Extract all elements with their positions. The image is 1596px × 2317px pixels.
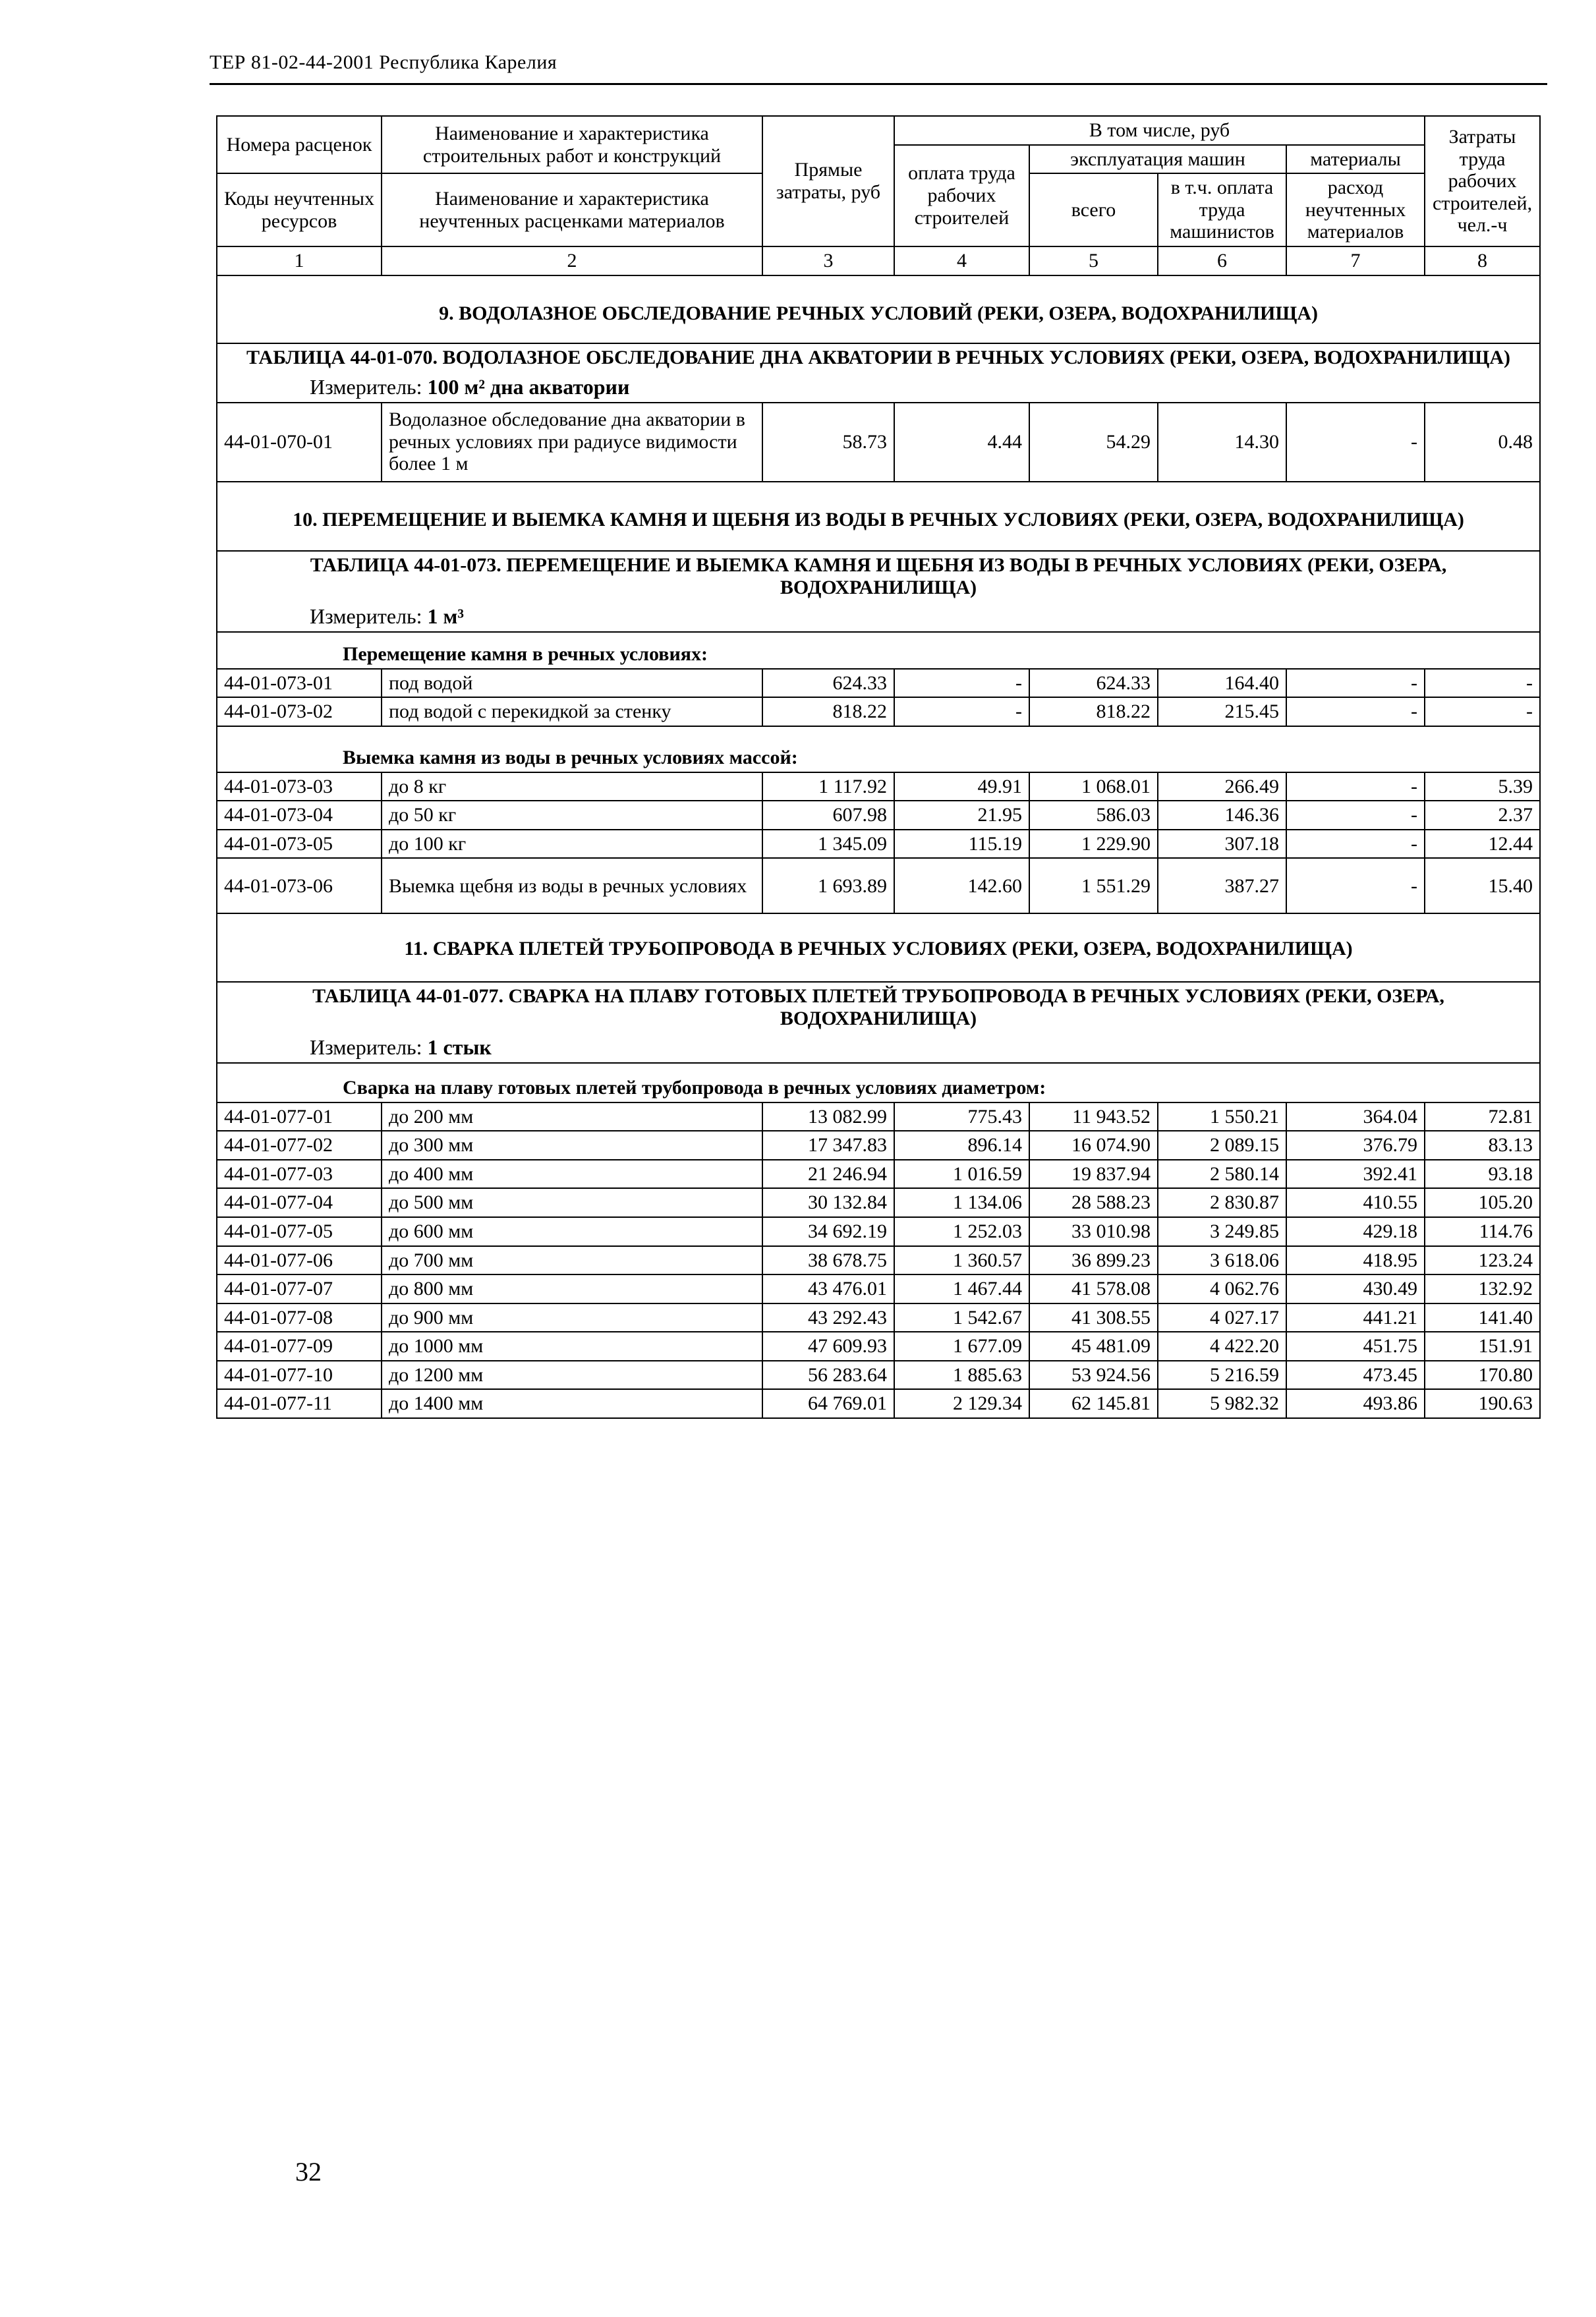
machines-cell: 586.03 [1029, 801, 1158, 830]
header-resource-codes: Коды неучтенных ресурсов [217, 173, 382, 246]
rate-name: до 8 кг [382, 772, 762, 801]
table-row [217, 1361, 1540, 1390]
group-heading-text: Выемка камня из воды в речных условиях массой: [343, 746, 798, 768]
wages-cell: 1 360.57 [894, 1246, 1029, 1275]
table-077-heading-row [217, 982, 1540, 1063]
rate-code: 44-01-077-04 [217, 1188, 382, 1217]
table-row [217, 1160, 1540, 1189]
section-9-heading-row [217, 275, 1540, 344]
wages-cell: - [894, 697, 1029, 726]
column-number: 2 [382, 246, 762, 275]
table-row [217, 1188, 1540, 1217]
header-machines-total: всего [1029, 173, 1158, 246]
materials-cell: - [1286, 697, 1425, 726]
rate-code: 44-01-073-04 [217, 801, 382, 830]
header-work-name: Наименование и характеристика строительных работ и конструкций [382, 116, 762, 173]
rate-name: до 50 кг [382, 801, 762, 830]
materials-cell: - [1286, 858, 1425, 913]
table-row [217, 1303, 1540, 1332]
machines-wages-cell: 307.18 [1158, 830, 1286, 859]
table-title: ТАБЛИЦА 44-01-077. СВАРКА НА ПЛАВУ ГОТОВЫХ ПЛЕТЕЙ ТРУБОПРОВОДА В РЕЧНЫХ УСЛОВИЯХ (РЕКИ, ОЗЕРА, ВОДОХРАНИЛИЩА) [312, 985, 1444, 1029]
rate-code: 44-01-077-11 [217, 1389, 382, 1418]
table-row [217, 1246, 1540, 1275]
materials-cell: 493.86 [1286, 1389, 1425, 1418]
rates-sheet [216, 115, 1539, 1419]
direct-costs-cell: 607.98 [762, 801, 894, 830]
table-row [217, 1274, 1540, 1303]
rate-name: Выемка щебня из воды в речных условиях [382, 858, 762, 913]
direct-costs-cell: 38 678.75 [762, 1246, 894, 1275]
machines-wages-cell: 4 027.17 [1158, 1303, 1286, 1332]
column-number: 3 [762, 246, 894, 275]
wages-cell: 1 252.03 [894, 1217, 1029, 1246]
machines-cell: 41 308.55 [1029, 1303, 1158, 1332]
labor-cell: 72.81 [1425, 1102, 1540, 1131]
rate-name: до 600 мм [382, 1217, 762, 1246]
header-row-1 [217, 116, 1540, 145]
rate-name: до 1200 мм [382, 1361, 762, 1390]
section-title: 9. ВОДОЛАЗНОЕ ОБСЛЕДОВАНИЕ РЕЧНЫХ УСЛОВИЙ (РЕКИ, ОЗЕРА, ВОДОХРАНИЛИЩА) [217, 275, 1540, 344]
header-materials-consumption: расход неучтенных материалов [1286, 173, 1425, 246]
measure-unit-value: 100 м² дна акватории [427, 374, 630, 399]
column-number: 7 [1286, 246, 1425, 275]
machines-wages-cell: 2 830.87 [1158, 1188, 1286, 1217]
header-materials: материалы [1286, 145, 1425, 174]
direct-costs-cell: 13 082.99 [762, 1102, 894, 1131]
column-number: 5 [1029, 246, 1158, 275]
measure-unit-label: Измеритель: [310, 604, 422, 629]
direct-costs-cell: 56 283.64 [762, 1361, 894, 1390]
materials-cell: 451.75 [1286, 1332, 1425, 1361]
labor-cell: 93.18 [1425, 1160, 1540, 1189]
table-row [217, 697, 1540, 726]
measure-unit [310, 1036, 1533, 1060]
rate-name: до 800 мм [382, 1274, 762, 1303]
section-title: 10. ПЕРЕМЕЩЕНИЕ И ВЫЕМКА КАМНЯ И ЩЕБНЯ ИЗ ВОДЫ В РЕЧНЫХ УСЛОВИЯХ (РЕКИ, ОЗЕРА, ВОДОХРАНИЛИЩА) [217, 482, 1540, 552]
table-heading [217, 551, 1540, 632]
wages-cell: 49.91 [894, 772, 1029, 801]
machines-cell: 36 899.23 [1029, 1246, 1158, 1275]
rate-code: 44-01-077-10 [217, 1361, 382, 1390]
labor-cell: 151.91 [1425, 1332, 1540, 1361]
machines-cell: 41 578.08 [1029, 1274, 1158, 1303]
direct-costs-cell: 43 292.43 [762, 1303, 894, 1332]
table-row [217, 1389, 1540, 1418]
materials-cell: 410.55 [1286, 1188, 1425, 1217]
measure-unit [310, 376, 1533, 399]
labor-cell: 0.48 [1425, 403, 1540, 482]
measure-unit [310, 605, 1533, 629]
labor-cell: 132.92 [1425, 1274, 1540, 1303]
column-number: 6 [1158, 246, 1286, 275]
machines-cell: 1 551.29 [1029, 858, 1158, 913]
labor-cell: 114.76 [1425, 1217, 1540, 1246]
rate-name: до 700 мм [382, 1246, 762, 1275]
table-row [217, 403, 1540, 482]
materials-cell: 429.18 [1286, 1217, 1425, 1246]
rate-code: 44-01-077-08 [217, 1303, 382, 1332]
labor-cell: 83.13 [1425, 1131, 1540, 1160]
labor-cell: 105.20 [1425, 1188, 1540, 1217]
rate-name: до 100 кг [382, 830, 762, 859]
materials-cell: - [1286, 830, 1425, 859]
group-heading [217, 632, 1540, 669]
materials-cell: 430.49 [1286, 1274, 1425, 1303]
labor-cell: 170.80 [1425, 1361, 1540, 1390]
rate-code: 44-01-077-06 [217, 1246, 382, 1275]
rate-code: 44-01-073-06 [217, 858, 382, 913]
direct-costs-cell: 30 132.84 [762, 1188, 894, 1217]
header-rule [210, 83, 1547, 85]
table-073-heading-row [217, 551, 1540, 632]
section-10-heading-row [217, 482, 1540, 552]
header-machines: эксплуатация машин [1029, 145, 1286, 174]
group-heading [217, 1063, 1540, 1102]
running-head: ТЕР 81-02-44-2001 Республика Карелия [210, 51, 557, 73]
direct-costs-cell: 1 117.92 [762, 772, 894, 801]
group-heading-text: Перемещение камня в речных условиях: [343, 643, 708, 666]
measure-unit-value: 1 стык [427, 1035, 492, 1060]
machines-wages-cell: 4 422.20 [1158, 1332, 1286, 1361]
rate-name: до 300 мм [382, 1131, 762, 1160]
group-heading-row [217, 1063, 1540, 1102]
direct-costs-cell: 1 693.89 [762, 858, 894, 913]
table-row [217, 801, 1540, 830]
materials-cell: 364.04 [1286, 1102, 1425, 1131]
direct-costs-cell: 818.22 [762, 697, 894, 726]
header-direct-costs: Прямые затраты, руб [762, 116, 894, 246]
rate-code: 44-01-077-02 [217, 1131, 382, 1160]
labor-cell: 2.37 [1425, 801, 1540, 830]
wages-cell: 1 134.06 [894, 1188, 1029, 1217]
table-row [217, 1102, 1540, 1131]
rate-name: до 1000 мм [382, 1332, 762, 1361]
table-row [217, 1217, 1540, 1246]
group-heading-row [217, 632, 1540, 669]
machines-wages-cell: 266.49 [1158, 772, 1286, 801]
wages-cell: 1 467.44 [894, 1274, 1029, 1303]
machines-cell: 45 481.09 [1029, 1332, 1158, 1361]
direct-costs-cell: 624.33 [762, 669, 894, 698]
materials-cell: - [1286, 669, 1425, 698]
machines-wages-cell: 5 216.59 [1158, 1361, 1286, 1390]
rate-code: 44-01-073-05 [217, 830, 382, 859]
materials-cell: 418.95 [1286, 1246, 1425, 1275]
labor-cell: - [1425, 669, 1540, 698]
materials-cell: 392.41 [1286, 1160, 1425, 1189]
machines-cell: 1 229.90 [1029, 830, 1158, 859]
table-row [217, 669, 1540, 698]
materials-cell: - [1286, 772, 1425, 801]
machines-wages-cell: 4 062.76 [1158, 1274, 1286, 1303]
machines-wages-cell: 5 982.32 [1158, 1389, 1286, 1418]
section-11-heading-row [217, 913, 1540, 982]
machines-cell: 54.29 [1029, 403, 1158, 482]
machines-cell: 16 074.90 [1029, 1131, 1158, 1160]
labor-cell: 190.63 [1425, 1389, 1540, 1418]
header-machines-wages: в т.ч. оплата труда машинистов [1158, 173, 1286, 246]
rate-code: 44-01-073-01 [217, 669, 382, 698]
measure-unit-label: Измеритель: [310, 1035, 422, 1060]
machines-wages-cell: 14.30 [1158, 403, 1286, 482]
machines-wages-cell: 3 618.06 [1158, 1246, 1286, 1275]
labor-cell: 123.24 [1425, 1246, 1540, 1275]
table-heading [217, 343, 1540, 402]
rate-name: под водой [382, 669, 762, 698]
machines-cell: 19 837.94 [1029, 1160, 1158, 1189]
measure-unit-label: Измеритель: [310, 374, 422, 399]
measure-unit-value: 1 м³ [427, 604, 464, 629]
group-heading-text: Сварка на плаву готовых плетей трубопровода в речных условиях диаметром: [343, 1076, 1046, 1099]
machines-wages-cell: 3 249.85 [1158, 1217, 1286, 1246]
column-numbers-row [217, 246, 1540, 275]
header-material-name: Наименование и характеристика неучтенных расценками материалов [382, 173, 762, 246]
group-heading-row [217, 726, 1540, 772]
table-row [217, 1332, 1540, 1361]
materials-cell: 473.45 [1286, 1361, 1425, 1390]
machines-cell: 53 924.56 [1029, 1361, 1158, 1390]
rate-code: 44-01-077-09 [217, 1332, 382, 1361]
column-number: 8 [1425, 246, 1540, 275]
rate-name: Водолазное обследование дна акватории в речных условиях при радиусе видимости более 1 м [382, 403, 762, 482]
wages-cell: 896.14 [894, 1131, 1029, 1160]
header-rate-numbers: Номера расценок [217, 116, 382, 173]
table-row [217, 1131, 1540, 1160]
wages-cell: 1 677.09 [894, 1332, 1029, 1361]
direct-costs-cell: 17 347.83 [762, 1131, 894, 1160]
machines-cell: 624.33 [1029, 669, 1158, 698]
wages-cell: 1 885.63 [894, 1361, 1029, 1390]
machines-wages-cell: 2 580.14 [1158, 1160, 1286, 1189]
table-row [217, 830, 1540, 859]
rate-code: 44-01-077-03 [217, 1160, 382, 1189]
rate-code: 44-01-070-01 [217, 403, 382, 482]
machines-wages-cell: 1 550.21 [1158, 1102, 1286, 1131]
labor-cell: 12.44 [1425, 830, 1540, 859]
rate-code: 44-01-077-05 [217, 1217, 382, 1246]
materials-cell: 441.21 [1286, 1303, 1425, 1332]
wages-cell: 1 542.67 [894, 1303, 1029, 1332]
rate-name: до 200 мм [382, 1102, 762, 1131]
rate-name: до 1400 мм [382, 1389, 762, 1418]
materials-cell: - [1286, 801, 1425, 830]
machines-cell: 33 010.98 [1029, 1217, 1158, 1246]
machines-cell: 818.22 [1029, 697, 1158, 726]
wages-cell: 115.19 [894, 830, 1029, 859]
direct-costs-cell: 21 246.94 [762, 1160, 894, 1189]
machines-wages-cell: 146.36 [1158, 801, 1286, 830]
table-title: ТАБЛИЦА 44-01-070. ВОДОЛАЗНОЕ ОБСЛЕДОВАНИЕ ДНА АКВАТОРИИ В РЕЧНЫХ УСЛОВИЯХ (РЕКИ, ОЗЕРА, ВОДОХРАНИЛИЩА) [246, 347, 1511, 369]
labor-cell: 5.39 [1425, 772, 1540, 801]
rate-code: 44-01-073-02 [217, 697, 382, 726]
labor-cell: - [1425, 697, 1540, 726]
rate-name: под водой с перекидкой за стенку [382, 697, 762, 726]
table-heading [217, 982, 1540, 1063]
group-heading [217, 726, 1540, 772]
rate-code: 44-01-077-01 [217, 1102, 382, 1131]
wages-cell: 775.43 [894, 1102, 1029, 1131]
wages-cell: 142.60 [894, 858, 1029, 913]
section-title: 11. СВАРКА ПЛЕТЕЙ ТРУБОПРОВОДА В РЕЧНЫХ УСЛОВИЯХ (РЕКИ, ОЗЕРА, ВОДОХРАНИЛИЩА) [217, 913, 1540, 982]
table-row [217, 858, 1540, 913]
wages-cell: 1 016.59 [894, 1160, 1029, 1189]
header-labor-costs: Затраты труда рабочих строителей, чел.-ч [1425, 116, 1540, 246]
wages-cell: - [894, 669, 1029, 698]
wages-cell: 4.44 [894, 403, 1029, 482]
direct-costs-cell: 1 345.09 [762, 830, 894, 859]
header-including: В том числе, руб [894, 116, 1425, 145]
materials-cell: 376.79 [1286, 1131, 1425, 1160]
materials-cell: - [1286, 403, 1425, 482]
direct-costs-cell: 43 476.01 [762, 1274, 894, 1303]
machines-wages-cell: 164.40 [1158, 669, 1286, 698]
table-070-heading-row [217, 343, 1540, 402]
wages-cell: 21.95 [894, 801, 1029, 830]
direct-costs-cell: 47 609.93 [762, 1332, 894, 1361]
page-number: 32 [295, 2157, 322, 2187]
rates-table [216, 115, 1541, 1419]
direct-costs-cell: 34 692.19 [762, 1217, 894, 1246]
machines-cell: 1 068.01 [1029, 772, 1158, 801]
machines-cell: 11 943.52 [1029, 1102, 1158, 1131]
rate-name: до 500 мм [382, 1188, 762, 1217]
header-wages: оплата труда рабочих строителей [894, 145, 1029, 246]
wages-cell: 2 129.34 [894, 1389, 1029, 1418]
rate-name: до 900 мм [382, 1303, 762, 1332]
rate-code: 44-01-073-03 [217, 772, 382, 801]
machines-wages-cell: 387.27 [1158, 858, 1286, 913]
direct-costs-cell: 58.73 [762, 403, 894, 482]
machines-wages-cell: 2 089.15 [1158, 1131, 1286, 1160]
machines-cell: 28 588.23 [1029, 1188, 1158, 1217]
rate-name: до 400 мм [382, 1160, 762, 1189]
labor-cell: 141.40 [1425, 1303, 1540, 1332]
table-row [217, 772, 1540, 801]
machines-wages-cell: 215.45 [1158, 697, 1286, 726]
direct-costs-cell: 64 769.01 [762, 1389, 894, 1418]
column-number: 4 [894, 246, 1029, 275]
machines-cell: 62 145.81 [1029, 1389, 1158, 1418]
labor-cell: 15.40 [1425, 858, 1540, 913]
table-title: ТАБЛИЦА 44-01-073. ПЕРЕМЕЩЕНИЕ И ВЫЕМКА КАМНЯ И ЩЕБНЯ ИЗ ВОДЫ В РЕЧНЫХ УСЛОВИЯХ (РЕКИ, ОЗЕРА, ВОДОХРАНИЛИЩА) [310, 554, 1447, 598]
column-number: 1 [217, 246, 382, 275]
rate-code: 44-01-077-07 [217, 1274, 382, 1303]
